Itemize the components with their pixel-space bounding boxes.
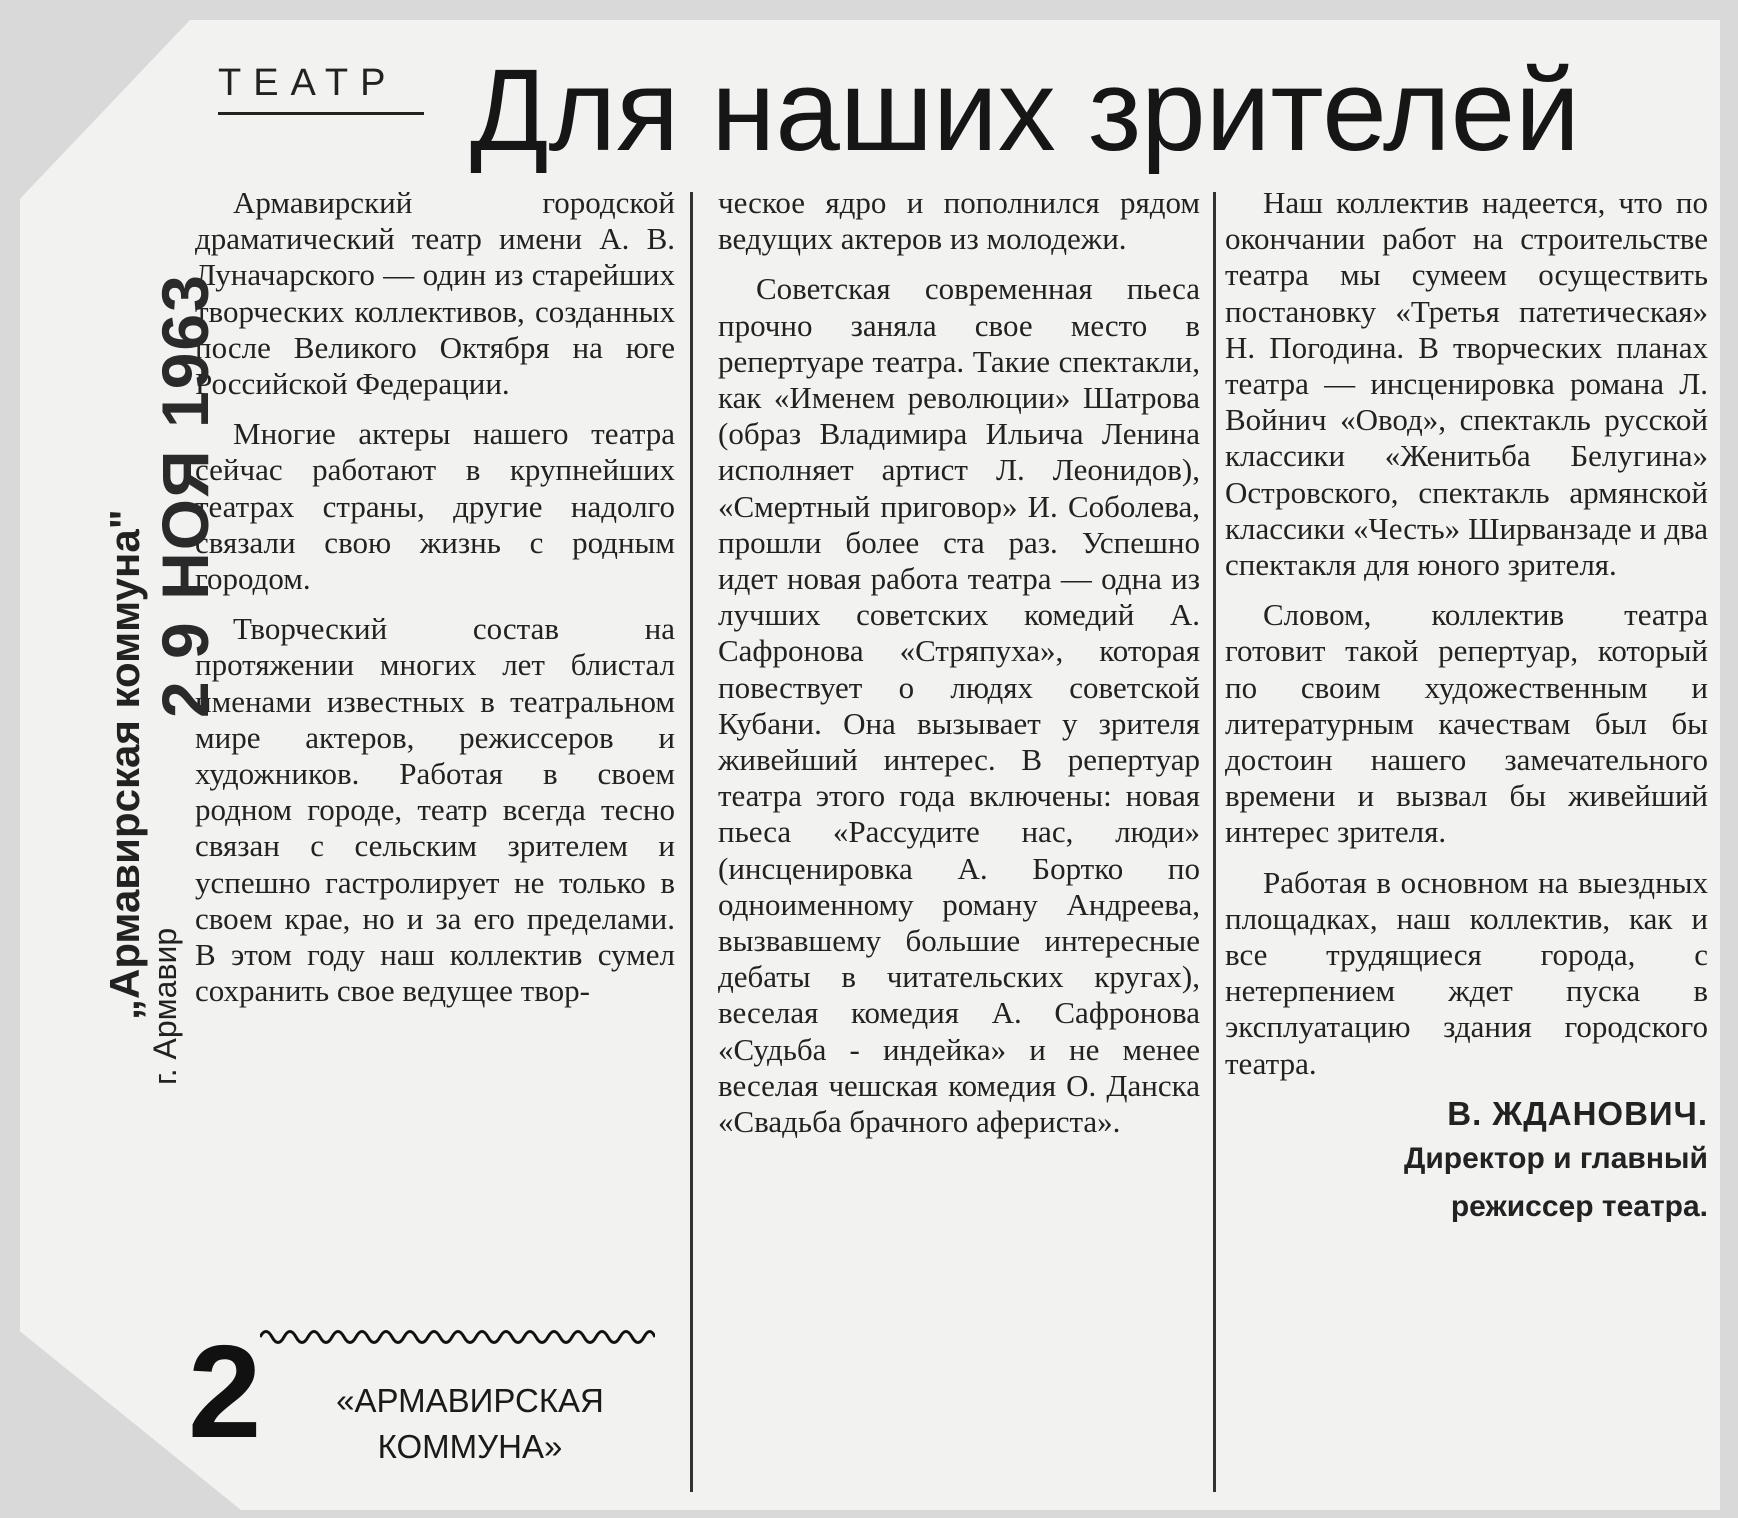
author-name: В. ЖДАНОВИЧ. bbox=[1447, 1094, 1708, 1132]
page-number: 2 bbox=[188, 1318, 262, 1465]
article-column-2 bbox=[718, 185, 1200, 1154]
author-title-line1: Директор и главный bbox=[1403, 1142, 1708, 1176]
stamp-city: г. Армавир bbox=[147, 927, 183, 1085]
paragraph: Работая в основном на выездных площадках, наш коллектив, как и все трудящиеся города, с нетерпением ждет пуска в эксплуатацию здания городского театра. bbox=[1225, 864, 1708, 1081]
article-column-1 bbox=[195, 185, 675, 1023]
author-signature bbox=[1225, 1096, 1708, 1228]
paragraph: Советская современная пьеса прочно заняла свое место в репертуаре театра. Такие спектакли, как «Именем революции» Шатрова (образ Владимира Ильича Ленина исполняет артист Л. Леонидов), «Смертный приговор» И. Соболева, прошли более ста раз. Успешно идет новая работа театра — одна из лучших советских комедий А. Сафронова «Стряпуха», которая повествует о людях советской Кубани. Она вызывает у зрителя живейший интерес. В репертуар театра этого года включены: новая пьеса «Рассудите нас, люди» (инсценировка А. Бортко по одноименному роману Андреева, вызвавшему большие интересные дебаты в читательских кругах), веселая комедия А. Сафронова «Судьба - индейка» и не менее веселая чешская комедия О. Данска «Свадьба брачного афериста». bbox=[718, 271, 1200, 1140]
paragraph: Наш коллектив надеется, что по окончании работ на строительстве театра мы сумеем осуществить постановку «Третья патетическая» Н. Погодина. В творческих планах театра — инсценировка романа Л. Войнич «Овод», спектакль русской классики «Женитьба Белугина» Островского, спектакль армянской классики «Честь» Ширванзаде и два спектакля для юного зрителя. bbox=[1225, 185, 1708, 583]
article-column-3 bbox=[1225, 185, 1708, 1228]
newspaper-name bbox=[290, 1378, 650, 1470]
newspaper-name-line2: КОММУНА» bbox=[377, 1428, 563, 1465]
paragraph: Многие актеры нашего театра сейчас работают в крупнейших театрах страны, другие надолго связали свою жизнь с родным городом. bbox=[195, 416, 675, 597]
paragraph: ческое ядро и пополнился рядом ведущих актеров из молодежи. bbox=[718, 185, 1200, 257]
column-divider bbox=[690, 192, 693, 1492]
section-rubric: ТЕАТР bbox=[218, 62, 398, 104]
stamp-date: 2 9 НОЯ 1963 bbox=[148, 273, 222, 718]
newspaper-name-line1: «АРМАВИРСКАЯ bbox=[336, 1382, 604, 1419]
wavy-rule-ornament bbox=[260, 1322, 655, 1352]
rubric-underline bbox=[218, 112, 424, 115]
author-title-line2: режиссер театра. bbox=[1450, 1190, 1708, 1224]
article-headline: Для наших зрителей bbox=[470, 45, 1580, 175]
stamp-source: „Армавирская коммуна" bbox=[101, 509, 148, 1020]
column-divider bbox=[1213, 192, 1216, 1492]
paragraph: Творческий состав на протяжении многих лет блистал именами известных в театральном мире актеров, режиссеров и художников. Работая в своем родном городе, театр всегда тесно связан с сельским зрителем и успешно гастролирует не только в своем крае, но и за его пределами. В этом году наш коллектив сумел сохранить свое ведущее твор- bbox=[195, 611, 675, 1009]
paragraph: Армавирский городской драматический театр имени А. В. Луначарского — один из старейших творческих коллективов, созданных после Великого Октября на юге Российской Федерации. bbox=[195, 185, 675, 402]
paragraph: Словом, коллектив театра готовит такой репертуар, который по своим художественным и литературным качествам был бы достоин нашего замечательного времени и вызвал бы живейший интерес зрителя. bbox=[1225, 597, 1708, 850]
